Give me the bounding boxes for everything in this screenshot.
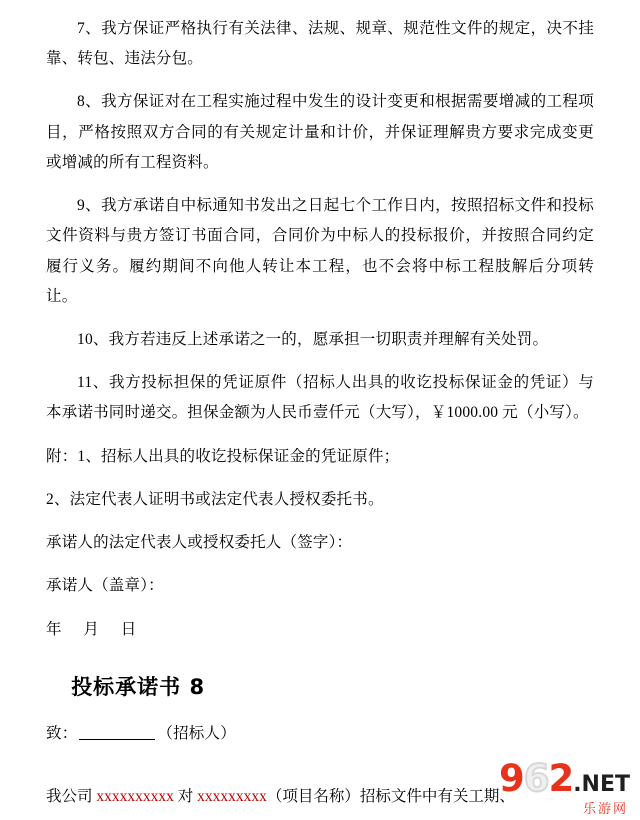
attachment-line-1: 附：1、招标人出具的收讫投标保证金的凭证原件；: [46, 447, 400, 465]
watermark-subtitle: 乐游网: [582, 802, 628, 817]
paragraph-7: 7、我方保证严格执行有关法律、法规、规章、规范性文件的规定，决不挂靠、转包、违法分包。: [46, 20, 594, 68]
last-paragraph-prefix: 我公司: [46, 788, 97, 805]
recipient-suffix: （招标人）: [157, 724, 236, 742]
watermark-digit-2: 2: [548, 757, 574, 800]
last-paragraph-suffix: （项目名称）招标文件中有关工期、: [266, 788, 515, 805]
date-line: 年 月 日: [46, 620, 146, 638]
watermark-digit-9: 9: [498, 757, 524, 800]
watermark-digit-6: 6: [523, 757, 549, 800]
last-paragraph-middle: 对: [173, 788, 198, 805]
paragraph-10: 10、我方若违反上述承诺之一的，愿承担一切职责并理解有关处罚。: [77, 330, 549, 348]
paragraph-11: 11、我方投标担保的凭证原件（招标人出具的收讫投标保证金的凭证）与本承诺书同时递交。担保金额为人民币壹仟元（大写），￥1000.00 元（小写）。: [46, 374, 594, 422]
project-name-blank: xxxxxxxxx: [197, 788, 267, 805]
recipient-line: [46, 719, 594, 749]
paragraph-9: 9、我方承诺自中标通知书发出之日起七个工作日内，按照招标文件和投标文件资料与贵方签订书面合同，合同价为中标人的投标报价，并按照合同约定履行义务。履约期间不向他人转让本工程，也不会将中标工程肢解后分项转让。: [46, 197, 594, 305]
attachment-line-2: 2、法定代表人证明书或法定代表人授权委托书。: [46, 490, 384, 508]
watermark-net: .NET: [573, 772, 630, 797]
paragraph-8: 8、我方保证对在工程实施过程中发生的设计变更和根据需要增减的工程项目，严格按照双方合同的有关规定计量和计价，并保证理解贵方要求完成变更或增减的所有工程资料。: [46, 93, 594, 171]
signature-line-representative: 承诺人的法定代表人或授权委托人（签字）：: [46, 534, 353, 552]
signature-line-promisor: 承诺人（盖章）：: [46, 577, 164, 595]
recipient-label: 致：: [46, 724, 78, 742]
page-title: 投标承诺书 8: [71, 674, 206, 699]
last-paragraph: [46, 784, 594, 806]
company-name-blank: xxxxxxxxxx: [96, 788, 174, 805]
recipient-blank: [79, 739, 155, 740]
